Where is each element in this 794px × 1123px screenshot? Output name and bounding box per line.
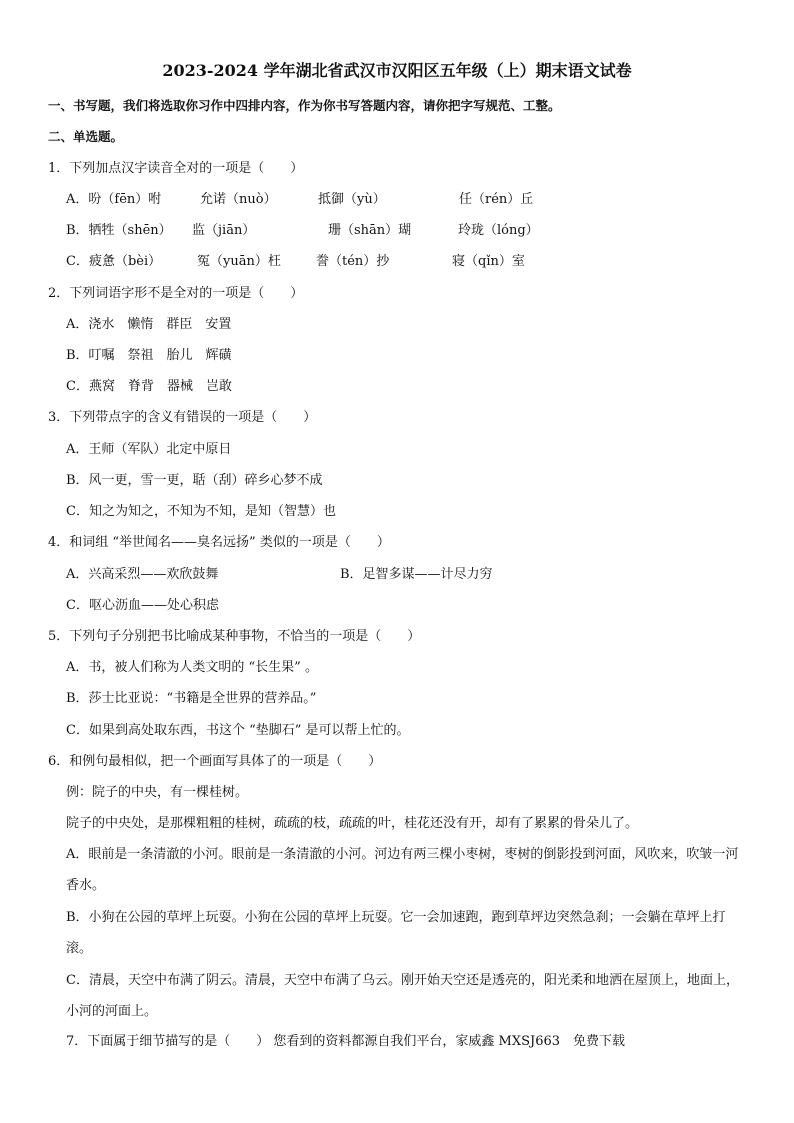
question-1-stem: 1．下列加点汉字读音全对的一项是（ ） (48, 161, 304, 176)
option-b-part-3: 珊（shān）瑚 (328, 223, 412, 238)
question-4-option-b: B．足智多谋——计尽力穷 (340, 567, 493, 582)
question-6-option-c: C．清晨，天空中布满了阴云。清晨，天空中布满了乌云。刚开始天空还是透亮的，阳光柔和地洒在屋顶上，地面上，小河的河面上。 (66, 973, 739, 1019)
question-7-stem: 7．下面属于细节描写的是（ ） (66, 1034, 270, 1049)
question-4-option-c: C．呕心沥血——处心积虑 (66, 598, 219, 613)
option-a-part-3: 抵御（yù） (318, 192, 386, 207)
option-c-part-3: 誊（tén）抄 (316, 254, 390, 269)
option-b-part-2: 监（jiān） (192, 223, 256, 238)
question-5-option-a: A．书，被人们称为人类文明的 “长生果” 。 (66, 660, 318, 675)
section-heading-writing: 一、书写题，我们将选取你习作中四排内容，作为你书写答题内容，请你把字写规范、工整。 (48, 98, 561, 113)
option-b-part-1: B．牺牲（shēn） (66, 223, 172, 238)
question-3-stem: 3．下列带点字的含义有错误的一项是（ ） (48, 410, 317, 425)
question-5-option-b: B．莎士比亚说：“书籍是全世界的营养品。” (66, 691, 317, 706)
option-a-part-2: 允诺（nuò） (200, 192, 277, 207)
question-6-option-b: B．小狗在公园的草坪上玩耍。小狗在公园的草坪上玩耍。它一会加速跑，跑到草坪边突然急刹；一会躺在草坪上打滚。 (66, 910, 726, 956)
option-c-part-1: C．疲惫（bèi） (66, 254, 162, 269)
option-c-part-2: 冤（yuān）枉 (197, 254, 281, 269)
question-3-option-a: A．王师（军队）北定中原日 (66, 442, 232, 457)
question-6-stem: 6．和例句最相似，把一个画面写具体了的一项是（ ） (48, 754, 382, 769)
question-7-line (66, 1033, 625, 1051)
question-3-option-b: B．风一更，雪一更，聒（刮）碎乡心梦不成 (66, 473, 323, 488)
option-c-part-4: 寝（qǐn）室 (452, 254, 525, 269)
question-2-option-b: B．叮嘱 祭祖 胎儿 辉磺 (66, 348, 232, 363)
question-2-stem: 2．下列词语字形不是全对的一项是（ ） (48, 286, 304, 301)
question-4-option-a: A．兴高采烈——欢欣鼓舞 (66, 567, 219, 582)
question-2-option-a: A．浇水 懒惰 群臣 安置 (66, 317, 232, 332)
option-a-part-1: A．吩（fēn）咐 (66, 192, 162, 207)
question-2-option-c: C．燕窝 脊背 器械 岂敢 (66, 379, 232, 394)
option-b-part-4: 玲珑（lóng） (458, 223, 539, 238)
question-6-option-a: A．眼前是一条清澈的小河。眼前是一条清澈的小河。河边有两三棵小枣树，枣树的倒影投到河面，风吹来，吹皱一河香水。 (66, 847, 739, 893)
watermark-text: 您看到的资料都源自我们平台，家威鑫 MXSJ663 免费下载 (273, 1034, 626, 1049)
question-5-stem: 5．下列句子分别把书比喻成某种事物，不恰当的一项是（ ） (48, 629, 421, 644)
question-6-example: 例：院子的中央，有一棵桂树。 (66, 785, 249, 800)
question-5-option-c: C．如果到高处取东西，书这个 “垫脚石” 是可以帮上忙的。 (66, 723, 410, 738)
question-4-stem: 4．和词组 “举世闻名——臭名远扬” 类似的一项是（ ） (48, 535, 390, 550)
page-title: 2023-2024 学年湖北省武汉市汉阳区五年级（上）期末语文试卷 (162, 61, 632, 80)
question-6-example-expanded: 院子的中央处，是那棵粗粗的桂树，疏疏的枝，疏疏的叶，桂花还没有开，却有了累累的骨朵儿了。 (66, 816, 639, 831)
question-3-option-c: C．知之为知之，不知为不知，是知（智慧）也 (66, 504, 336, 519)
option-a-part-4: 任（rén）丘 (459, 192, 534, 207)
section-heading-single-choice: 二、单选题。 (48, 129, 124, 144)
